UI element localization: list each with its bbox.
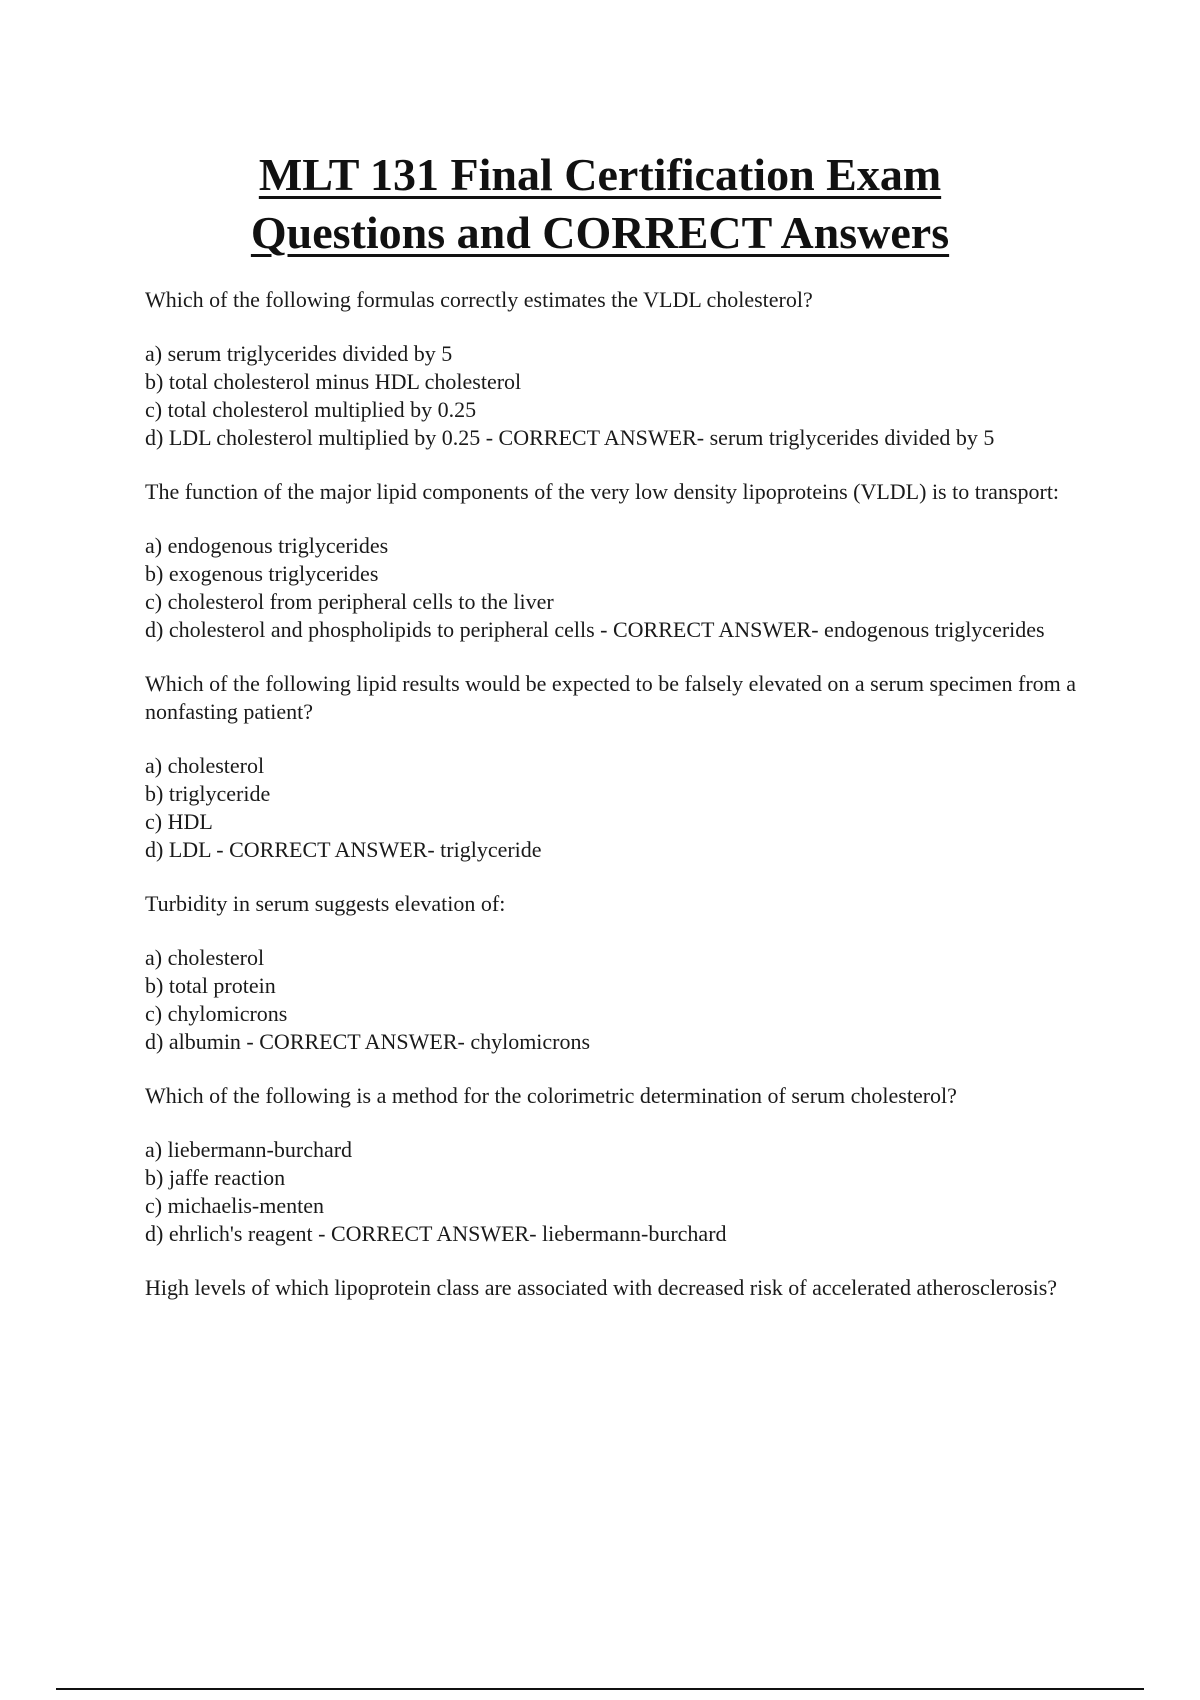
- answer-option-with-correct-answer: d) ehrlich's reagent - CORRECT ANSWER- liebermann-burchard: [145, 1221, 727, 1246]
- answer-option: b) total protein: [145, 973, 276, 998]
- answer-option: b) exogenous triglycerides: [145, 561, 379, 586]
- answer-options: [145, 752, 1105, 864]
- answer-option: c) michaelis-menten: [145, 1193, 324, 1218]
- question-prompt: High levels of which lipoprotein class are associated with decreased risk of accelerated atherosclerosis?: [145, 1275, 1058, 1300]
- answer-option: b) total cholesterol minus HDL cholesterol: [145, 369, 522, 394]
- answer-option: a) serum triglycerides divided by 5: [145, 341, 453, 366]
- title-line-1: MLT 131 Final Certification Exam: [258, 149, 942, 200]
- answer-option: b) triglyceride: [145, 781, 271, 806]
- title-line-2: Questions and CORRECT Answers: [250, 207, 950, 258]
- answer-options: [145, 944, 1105, 1056]
- footer-divider: [56, 1688, 1144, 1690]
- question-prompt: Which of the following is a method for the colorimetric determination of serum cholesterol?: [145, 1083, 957, 1108]
- answer-option: b) jaffe reaction: [145, 1165, 286, 1190]
- answer-option-with-correct-answer: d) LDL cholesterol multiplied by 0.25 - CORRECT ANSWER- serum triglycerides divided by 5: [145, 425, 995, 450]
- question-prompt: The function of the major lipid components of the very low density lipoproteins (VLDL) is to transport:: [145, 479, 1060, 504]
- answer-option: a) endogenous triglycerides: [145, 533, 389, 558]
- answer-option-with-correct-answer: d) albumin - CORRECT ANSWER- chylomicrons: [145, 1029, 591, 1054]
- answer-option: a) cholesterol: [145, 945, 265, 970]
- question-prompt: Turbidity in serum suggests elevation of:: [145, 891, 506, 916]
- answer-option: a) liebermann-burchard: [145, 1137, 353, 1162]
- page-title: [0, 146, 1200, 262]
- answer-option: c) cholesterol from peripheral cells to the liver: [145, 589, 554, 614]
- answer-option-with-correct-answer: d) cholesterol and phospholipids to peripheral cells - CORRECT ANSWER- endogenous triglycerides: [145, 617, 1045, 642]
- answer-option: c) chylomicrons: [145, 1001, 288, 1026]
- answer-option: c) total cholesterol multiplied by 0.25: [145, 397, 477, 422]
- question-prompt: Which of the following formulas correctly estimates the VLDL cholesterol?: [145, 287, 813, 312]
- answer-options: [145, 340, 1105, 452]
- answer-option-with-correct-answer: d) LDL - CORRECT ANSWER- triglyceride: [145, 837, 542, 862]
- answer-options: [145, 532, 1105, 644]
- question-prompt: Which of the following lipid results would be expected to be falsely elevated on a serum specimen from a nonfasting patient?: [145, 671, 1077, 724]
- answer-option: c) HDL: [145, 809, 213, 834]
- answer-options: [145, 1136, 1105, 1248]
- answer-option: a) cholesterol: [145, 753, 265, 778]
- question-list: [145, 286, 1105, 1328]
